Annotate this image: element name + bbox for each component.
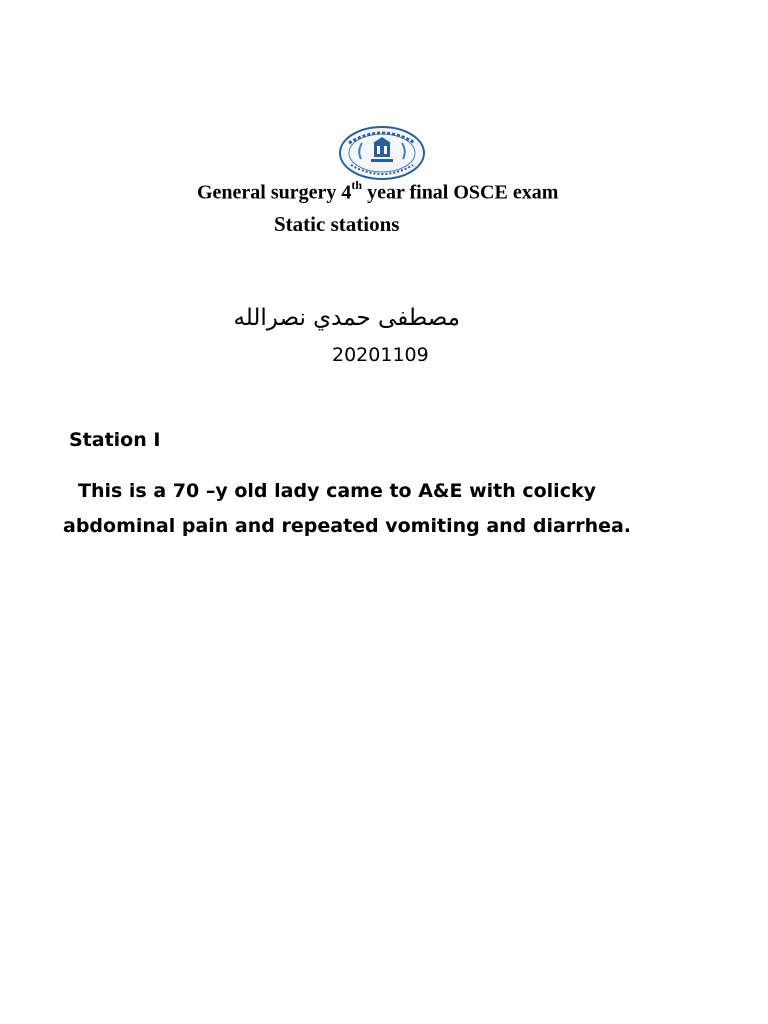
title-suffix: year final OSCE exam xyxy=(362,181,559,204)
title-superscript: th xyxy=(351,178,363,192)
title-prefix: General surgery 4 xyxy=(197,181,352,204)
document-subtitle: Static stations xyxy=(274,212,400,236)
station-text-line-2: abdominal pain and repeated vomiting and diarrhea. xyxy=(63,515,632,537)
student-name: مصطفى حمدي نصرالله xyxy=(233,305,460,331)
document-title xyxy=(197,180,558,205)
station-text-line-1: This is a 70 –y old lady came to A&E with colicky xyxy=(78,480,596,502)
station-heading: Station I xyxy=(69,429,161,451)
student-id: 20201109 xyxy=(332,344,429,366)
university-seal-icon xyxy=(337,125,427,181)
